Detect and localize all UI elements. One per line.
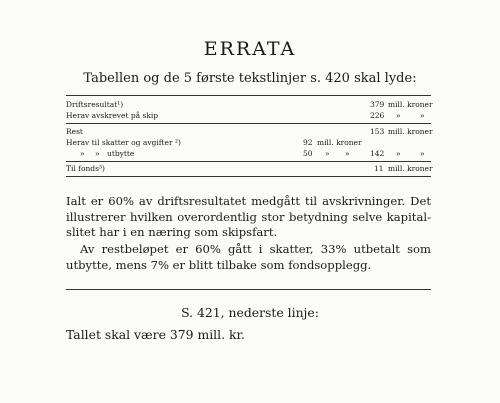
table-row [66, 148, 431, 159]
errata-heading: ERRATA [203, 38, 297, 60]
text-line: slitet har i en næring som skipsfart. [66, 225, 278, 239]
text-line: Av restbeløpet er 60% gått i skatter, 33% utbetalt som [80, 242, 431, 256]
section-divider [66, 289, 431, 290]
row-label: utbytte [107, 149, 135, 158]
paragraph [66, 194, 431, 241]
table-row [66, 126, 431, 137]
ditto-mark: » [420, 111, 425, 120]
row-mid-value: 50 [303, 149, 313, 158]
table-row [66, 99, 431, 110]
row-label: Til fonds³) [66, 164, 105, 173]
row-label: Herav til skatter og avgifter ²) [66, 138, 181, 147]
row-unit: mill. kroner [388, 127, 433, 136]
row-mid-unit: mill. kroner [317, 138, 362, 147]
row-unit: mill. kroner [388, 100, 433, 109]
text-line: utbytte, mens 7% er blitt tilbake som fondsopplegg. [66, 257, 372, 272]
paragraph [66, 242, 431, 273]
table-bottom-rule [66, 176, 431, 177]
row-label: Driftsresultat¹) [66, 100, 124, 109]
row-value: 379 [370, 100, 385, 109]
table-top-rule [66, 95, 431, 96]
ditto-mark: » [396, 111, 401, 120]
ditto-mark: » [325, 149, 330, 158]
row-mid-value: 92 [303, 138, 313, 147]
row-value: 11 [374, 164, 384, 173]
ditto-mark: » [80, 149, 85, 158]
table-row [66, 110, 431, 121]
text-line: Ialt er 60% av driftsresultatet medgått til avskrivninger. Det [66, 194, 431, 208]
row-label: Herav avskrevet på skip [66, 111, 159, 120]
table-row [66, 163, 431, 174]
ditto-mark: » [396, 149, 401, 158]
row-value: 142 [370, 149, 385, 158]
text-line: illustrerer hvilken overordentlig stor betydning selve kapital- [66, 209, 431, 224]
row-value: 153 [370, 127, 385, 136]
table-rule [66, 161, 431, 162]
table-row [66, 137, 431, 148]
ditto-mark: » [420, 149, 425, 158]
correction-line: Tallet skal være 379 mill. kr. [66, 327, 245, 342]
row-label: Rest [66, 127, 83, 136]
ditto-mark: » [95, 149, 100, 158]
row-unit: mill. kroner [388, 164, 433, 173]
table-rule [66, 123, 431, 124]
row-value: 226 [370, 111, 385, 120]
ditto-mark: » [345, 149, 350, 158]
section-heading: S. 421, nederste linje: [181, 305, 319, 320]
errata-subtitle: Tabellen og de 5 første tekstlinjer s. 420 skal lyde: [83, 71, 417, 86]
